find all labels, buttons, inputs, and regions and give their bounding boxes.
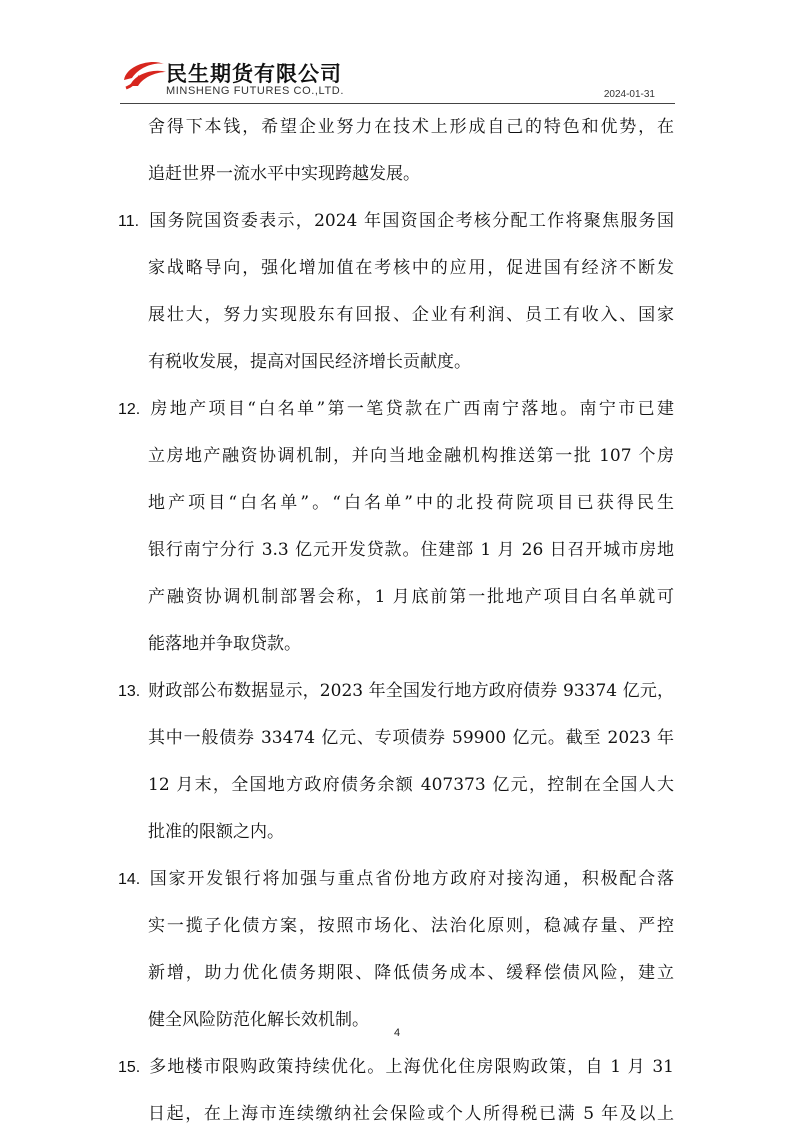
text-line: 国家开发银行将加强与重点省份地方政府对接沟通，积极配合落 — [148, 869, 674, 889]
text-line: 家战略导向，强化增加值在考核中的应用，促进国有经济不断发 — [148, 258, 674, 278]
text-line: 房地产项目“白名单”第一笔贷款在广西南宁落地。南宁市已建 — [148, 399, 674, 419]
minsheng-logo-icon — [120, 56, 168, 94]
page-header — [120, 52, 675, 104]
text-line: 追赶世界一流水平中实现跨越发展。 — [148, 164, 420, 184]
item-number: 12. — [118, 401, 141, 418]
text-line: 日起，在上海市连续缴纳社会保险或个人所得税已满 5 年及以上 — [148, 1104, 674, 1124]
text-line: 其中一般债券 33474 亿元、专项债券 59900 亿元。截至 2023 年 — [148, 728, 674, 748]
page-number: 4 — [393, 1027, 401, 1039]
text-line: 12 月末，全国地方政府债务余额 407373 亿元，控制在全国人大 — [148, 775, 674, 795]
text-line: 多地楼市限购政策持续优化。上海优化住房限购政策，自 1 月 31 — [148, 1057, 674, 1077]
text-line: 批准的限额之内。 — [148, 822, 284, 842]
continuation-paragraph — [118, 104, 674, 198]
item-number: 14. — [118, 871, 141, 888]
item-number: 15. — [118, 1059, 141, 1076]
company-name-cn: 民生期货有限公司 — [166, 62, 342, 86]
text-line: 健全风险防范化解长效机制。 — [148, 1010, 369, 1030]
text-line: 展壮大，努力实现股东有回报、企业有利润、员工有收入、国家 — [148, 305, 674, 325]
text-line: 能落地并争取贷款。 — [148, 634, 301, 654]
company-name-en: MINSHENG FUTURES CO.,LTD. — [166, 85, 344, 97]
text-line: 银行南宁分行 3.3 亿元开发贷款。住建部 1 月 26 日召开城市房地 — [148, 540, 674, 560]
list-item-15 — [118, 1044, 674, 1138]
report-date: 2024-01-31 — [603, 89, 655, 100]
document-body — [118, 104, 674, 1138]
text-line: 国务院国资委表示，2024 年国资国企考核分配工作将聚焦服务国 — [148, 211, 674, 231]
text-line: 实一揽子化债方案，按照市场化、法治化原则，稳减存量、严控 — [148, 916, 674, 936]
item-number: 13. — [118, 683, 141, 700]
list-item-13 — [118, 668, 674, 856]
text-line: 产融资协调机制部署会称，1 月底前第一批地产项目白名单就可 — [148, 587, 674, 607]
list-item-14 — [118, 856, 674, 1044]
text-line: 财政部公布数据显示，2023 年全国发行地方政府债券 93374 亿元， — [148, 681, 674, 701]
text-line: 新增，助力优化债务期限、降低债务成本、缓释偿债风险，建立 — [148, 963, 674, 983]
text-line: 地产项目“白名单”。“白名单”中的北投荷院项目已获得民生 — [148, 493, 674, 513]
text-line: 有税收发展，提高对国民经济增长贡献度。 — [148, 352, 471, 372]
list-item-11 — [118, 198, 674, 386]
text-line: 舍得下本钱，希望企业努力在技术上形成自己的特色和优势，在 — [148, 117, 674, 137]
item-number: 11. — [118, 213, 140, 230]
list-item-12 — [118, 386, 674, 668]
text-line: 立房地产融资协调机制，并向当地金融机构推送第一批 107 个房 — [148, 446, 674, 466]
